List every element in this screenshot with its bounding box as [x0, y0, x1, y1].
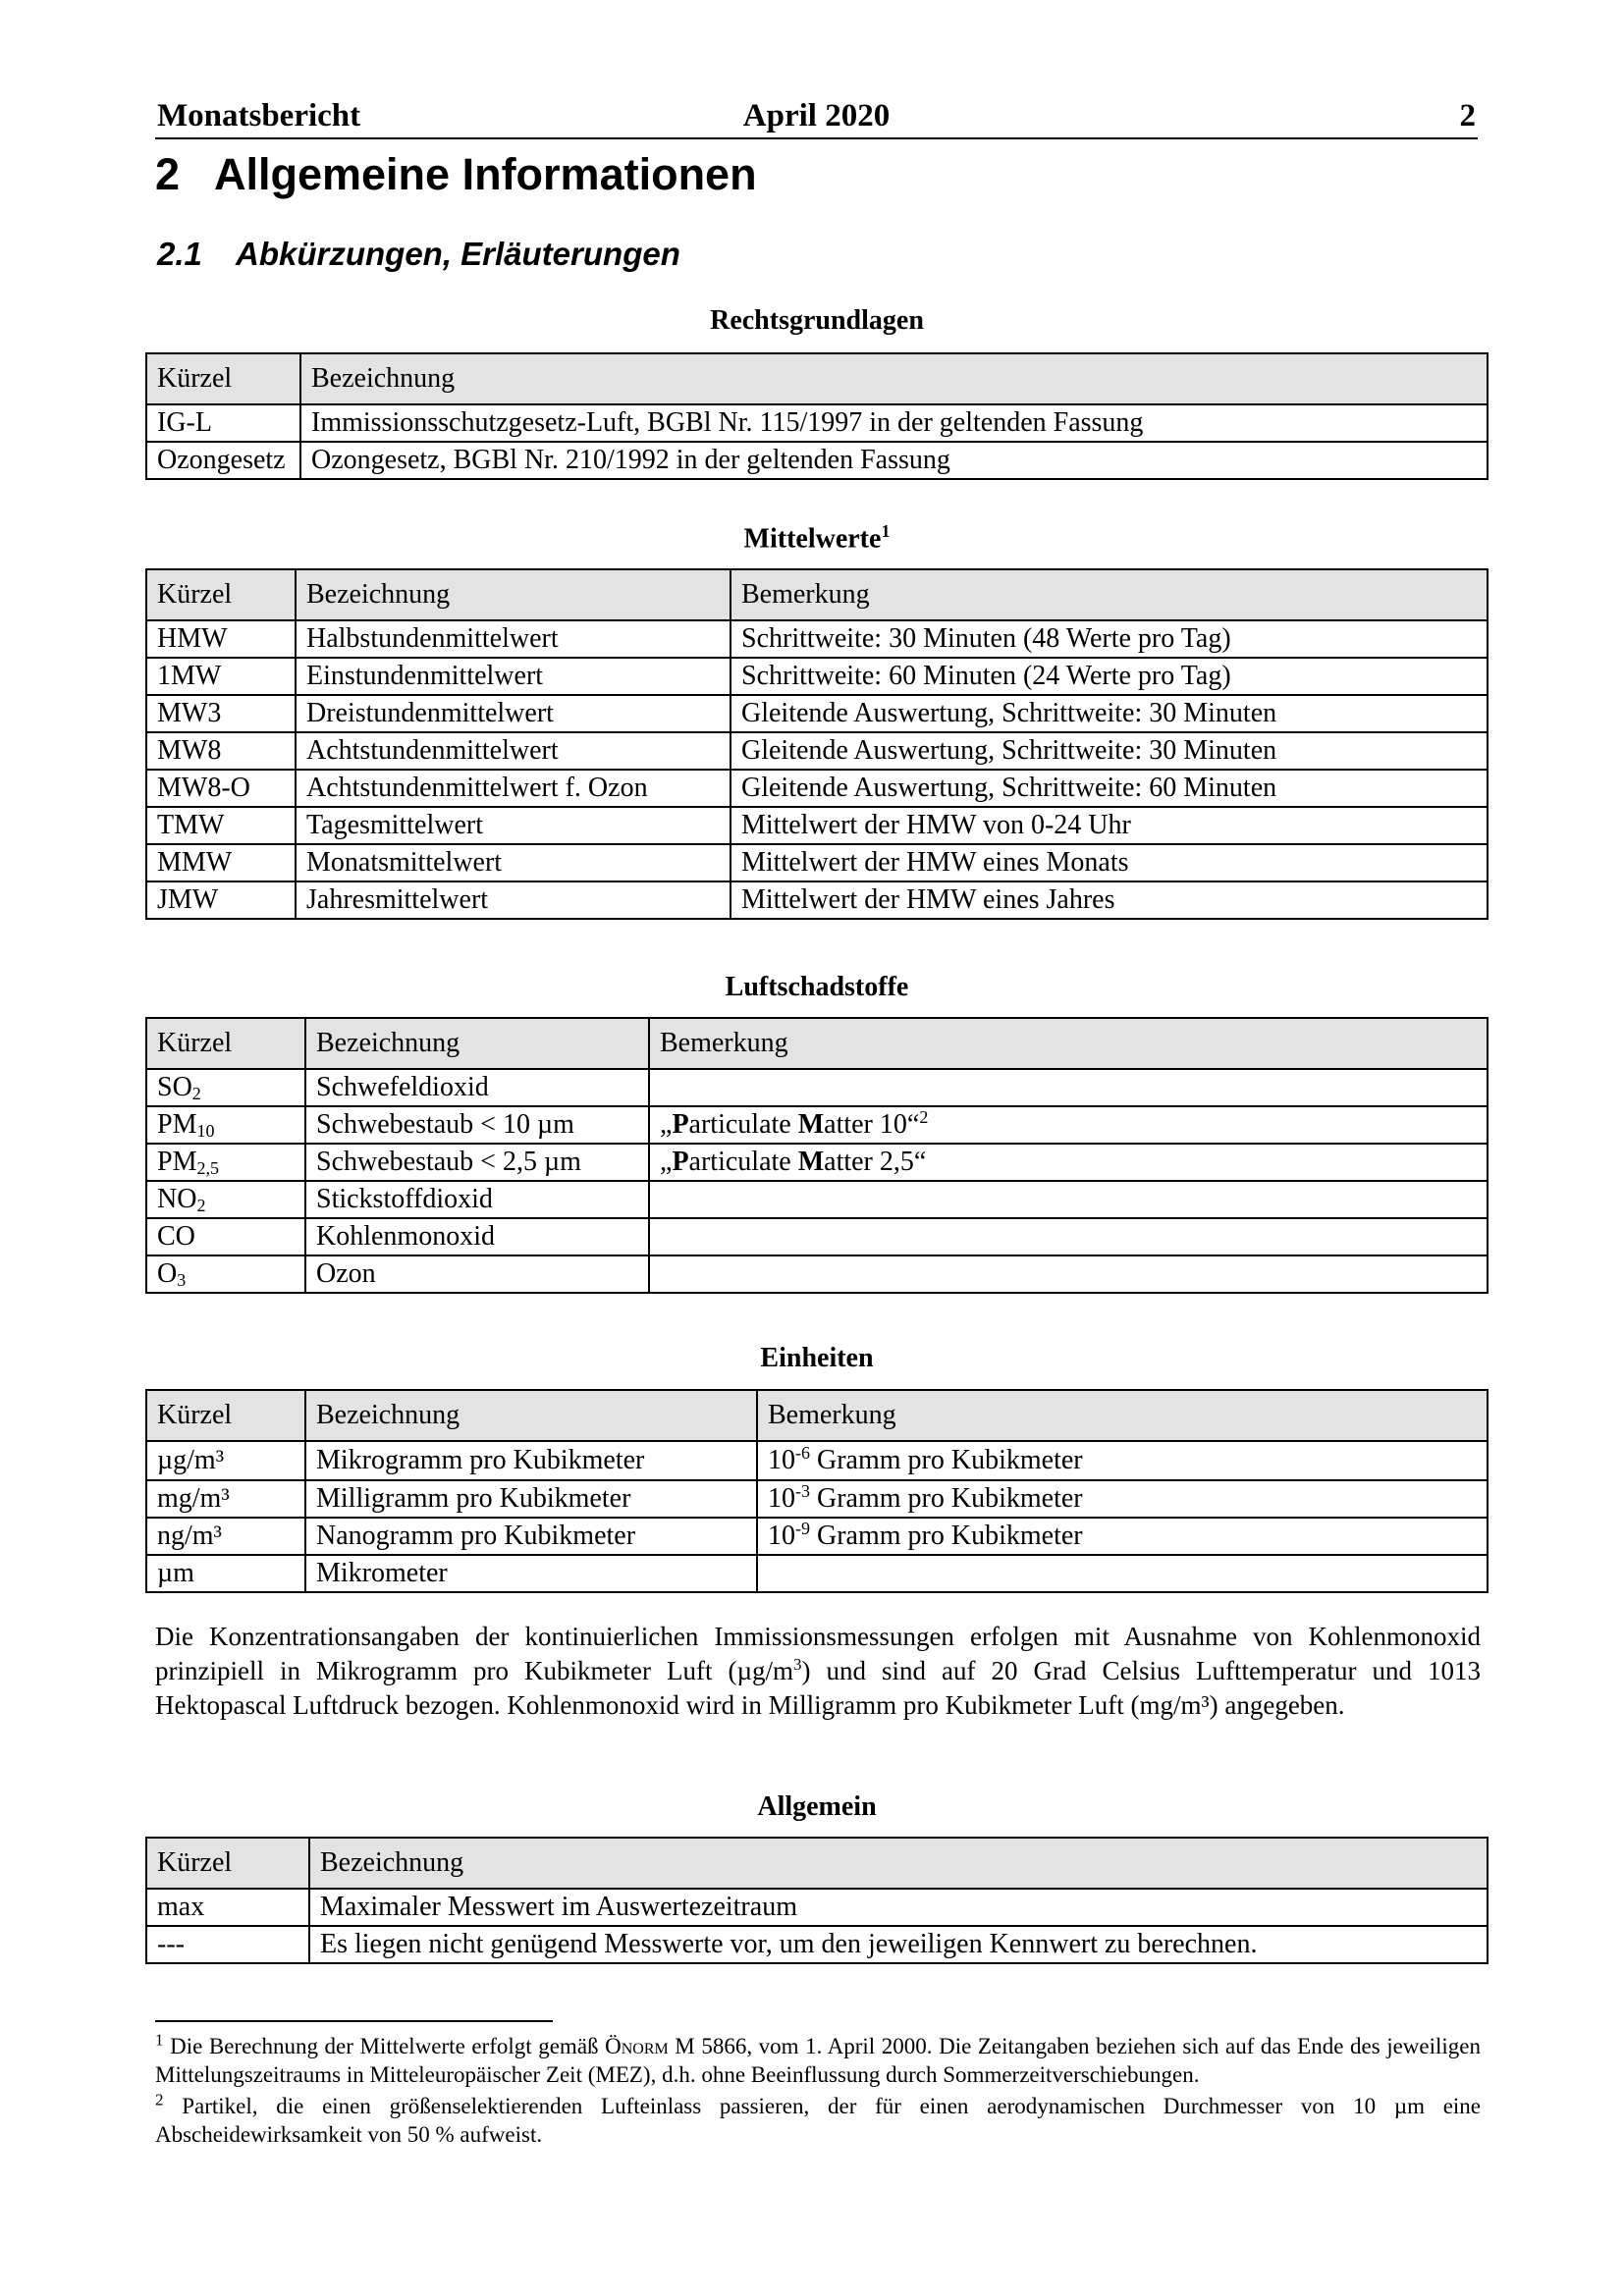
table-row	[146, 881, 1488, 919]
table-cell: mg/m³	[146, 1480, 305, 1518]
section-title: Abkürzungen, Erläuterungen	[236, 236, 680, 272]
unit-text: Gramm pro Kubikmeter	[810, 1521, 1083, 1551]
table-cell: MW8	[146, 732, 296, 770]
table-cell	[649, 1218, 1488, 1255]
pollutant-subscript: 2	[191, 1084, 201, 1103]
chapter-title: Allgemeine Informationen	[214, 149, 757, 199]
table-cell	[757, 1441, 1488, 1480]
table-cell	[146, 1181, 305, 1218]
table-row	[146, 695, 1488, 732]
table-cell: Maximaler Messwert im Auswertezeitraum	[309, 1889, 1488, 1926]
table-row	[146, 732, 1488, 770]
table-row	[146, 658, 1488, 695]
footnote-smallcaps: Önorm	[605, 2034, 669, 2058]
table-cell	[757, 1555, 1488, 1592]
footnote-text: Die Berechnung der Mittelwerte erfolgt gemäß	[170, 2034, 606, 2058]
table-cell: IG-L	[146, 404, 300, 442]
table-cell: MW3	[146, 695, 296, 732]
luftschadstoffe-caption: Luftschadstoffe	[725, 972, 909, 1002]
table-cell: Schwefeldioxid	[305, 1069, 649, 1106]
unit-base: 10	[768, 1521, 795, 1551]
table-cell: Nanogramm pro Kubikmeter	[305, 1518, 757, 1555]
table-cell: MMW	[146, 844, 296, 881]
table-row	[146, 1218, 1488, 1255]
mittelwerte-table	[145, 568, 1489, 920]
unit-text: Gramm pro Kubikmeter	[810, 1445, 1083, 1475]
table-cell: Kohlenmonoxid	[305, 1218, 649, 1255]
column-header: Bezeichnung	[305, 1390, 757, 1441]
table-cell: Gleitende Auswertung, Schrittweite: 30 Minuten	[731, 695, 1488, 732]
unit-text: Gramm pro Kubikmeter	[810, 1483, 1083, 1514]
pollutant-symbol: O	[157, 1258, 178, 1289]
table-row	[146, 1926, 1488, 1963]
table-cell: µm	[146, 1555, 305, 1592]
table-header-row	[146, 569, 1488, 620]
table-cell: Gleitende Auswertung, Schrittweite: 60 Minuten	[731, 770, 1488, 807]
table-cell: Mittelwert der HMW eines Monats	[731, 844, 1488, 881]
table-cell: Mittelwert der HMW eines Jahres	[731, 881, 1488, 919]
table-cell: TMW	[146, 807, 296, 844]
header-month: April 2020	[742, 98, 891, 133]
table-row	[146, 770, 1488, 807]
table-cell: Ozongesetz	[146, 442, 300, 479]
table-cell	[757, 1518, 1488, 1555]
table-cell: Mikrometer	[305, 1555, 757, 1592]
table-row	[146, 620, 1488, 658]
table-row	[146, 1255, 1488, 1293]
luftschadstoffe-table	[145, 1017, 1489, 1294]
mittelwerte-caption-text: Mittelwerte	[743, 523, 882, 555]
table-header-row	[146, 1018, 1488, 1069]
table-cell: Es liegen nicht genügend Messwerte vor, um den jeweiligen Kennwert zu berechnen.	[309, 1926, 1488, 1963]
table-cell: max	[146, 1889, 309, 1926]
unit-base: 10	[768, 1445, 795, 1475]
table-cell	[649, 1181, 1488, 1218]
table-cell	[146, 1255, 305, 1293]
einheiten-table	[145, 1389, 1489, 1593]
paragraph-text: ) und sind auf 20 Grad Celsius Lufttemperatur und 1013 Hektopascal Luftdruck bezogen. Kohlenmonoxid wird in Milligramm pro Kubikmeter Luft (mg/m³) angegeben.	[155, 1656, 1482, 1720]
column-header: Kürzel	[146, 1390, 305, 1441]
table-row	[146, 807, 1488, 844]
pollutant-symbol: PM	[157, 1109, 197, 1140]
column-header: Bemerkung	[649, 1018, 1488, 1069]
paragraph-text: Die Konzentrationsangaben der kontinuierlichen Immissionsmessungen erfolgen mit Ausnahme von Kohlenmonoxid prinzipiell in Mikrogramm pro Kubikmeter Luft (µg/m	[155, 1622, 1481, 1685]
column-header: Bezeichnung	[296, 569, 731, 620]
footnote-text: Partikel, die einen größenselektierenden Lufteinlass passieren, der für einen aerodynamischen Durchmesser von 10 µm eine Abscheidewirksamkeit von 50 % aufweist.	[155, 2094, 1481, 2147]
allgemein-caption: Allgemein	[757, 1791, 877, 1822]
table-row	[146, 404, 1488, 442]
footnote-ref: 2	[919, 1107, 929, 1127]
pollutant-symbol: SO	[157, 1072, 192, 1102]
table-cell	[757, 1480, 1488, 1518]
table-cell	[146, 1106, 305, 1144]
table-row	[146, 1069, 1488, 1106]
table-cell	[146, 1144, 305, 1181]
footnote-text: M 5866, vom 1. April 2000. Die Zeitangaben beziehen sich auf das Ende des jeweiligen Mittelungszeitraums in Mitteleuropäischer Zeit (MEZ), d.h. ohne Beeinflussung durch Sommerzeitverschiebungen.	[155, 2034, 1482, 2087]
column-header: Kürzel	[146, 353, 300, 404]
table-cell: ---	[146, 1926, 309, 1963]
table-row	[146, 1889, 1488, 1926]
table-cell: Stickstoffdioxid	[305, 1181, 649, 1218]
section-number: 2.1	[157, 236, 202, 272]
section-heading	[157, 236, 680, 273]
table-cell	[146, 1069, 305, 1106]
footnote-2	[155, 2092, 1481, 2149]
column-header: Bezeichnung	[309, 1838, 1488, 1889]
table-cell: HMW	[146, 620, 296, 658]
rechtsgrundlagen-caption: Rechtsgrundlagen	[710, 305, 924, 336]
unit-exponent: -3	[795, 1481, 810, 1501]
pollutant-subscript: 3	[177, 1270, 187, 1290]
table-cell: 1MW	[146, 658, 296, 695]
column-header: Bemerkung	[731, 569, 1488, 620]
table-header-row	[146, 1390, 1488, 1441]
footnote-1	[155, 2032, 1481, 2089]
pollutant-symbol: PM	[157, 1147, 197, 1177]
column-header: Kürzel	[146, 569, 296, 620]
table-header-row	[146, 1838, 1488, 1889]
table-cell	[649, 1106, 1488, 1144]
running-header	[155, 98, 1478, 139]
paragraph-superscript: 3	[793, 1655, 802, 1674]
table-cell: Ozongesetz, BGBl Nr. 210/1992 in der geltenden Fassung	[300, 442, 1488, 479]
unit-exponent: -9	[795, 1519, 810, 1538]
column-header: Bezeichnung	[300, 353, 1488, 404]
table-cell: Halbstundenmittelwert	[296, 620, 731, 658]
einheiten-caption: Einheiten	[760, 1343, 874, 1373]
mittelwerte-caption	[145, 521, 1489, 555]
pollutant-note: „Particulate Matter 10“	[660, 1109, 920, 1140]
table-cell	[649, 1069, 1488, 1106]
table-cell: Tagesmittelwert	[296, 807, 731, 844]
column-header: Kürzel	[146, 1838, 309, 1889]
table-row	[146, 442, 1488, 479]
table-cell: Einstundenmittelwert	[296, 658, 731, 695]
table-cell: Monatsmittelwert	[296, 844, 731, 881]
table-row	[146, 1144, 1488, 1181]
header-report-type: Monatsbericht	[157, 98, 361, 133]
table-cell: Milligramm pro Kubikmeter	[305, 1480, 757, 1518]
chapter-number: 2	[155, 149, 181, 199]
table-cell: JMW	[146, 881, 296, 919]
table-row	[146, 1181, 1488, 1218]
header-page-number: 2	[1459, 98, 1476, 133]
table-cell: Achtstundenmittelwert f. Ozon	[296, 770, 731, 807]
table-cell: Achtstundenmittelwert	[296, 732, 731, 770]
table-cell: Schrittweite: 60 Minuten (24 Werte pro Tag)	[731, 658, 1488, 695]
table-cell: Dreistundenmittelwert	[296, 695, 731, 732]
table-cell: Schwebestaub < 10 µm	[305, 1106, 649, 1144]
table-cell: MW8-O	[146, 770, 296, 807]
chapter-heading	[155, 149, 757, 200]
table-row	[146, 1518, 1488, 1555]
table-cell	[649, 1144, 1488, 1181]
concentration-paragraph	[155, 1620, 1481, 1723]
pollutant-subscript: 2,5	[196, 1158, 219, 1178]
table-row	[146, 844, 1488, 881]
table-cell	[146, 1218, 305, 1255]
table-cell: Gleitende Auswertung, Schrittweite: 30 Minuten	[731, 732, 1488, 770]
column-header: Bemerkung	[757, 1390, 1488, 1441]
table-row	[146, 1555, 1488, 1592]
footnote-mark: 1	[155, 2030, 164, 2050]
pollutant-subscript: 10	[196, 1121, 215, 1141]
footnote-ref: 1	[881, 521, 891, 541]
table-cell	[649, 1255, 1488, 1293]
unit-base: 10	[768, 1483, 795, 1514]
table-cell: ng/m³	[146, 1518, 305, 1555]
table-row	[146, 1480, 1488, 1518]
pollutant-subscript: 2	[196, 1196, 206, 1215]
table-cell: Schrittweite: 30 Minuten (48 Werte pro Tag)	[731, 620, 1488, 658]
column-header: Bezeichnung	[305, 1018, 649, 1069]
table-cell: Ozon	[305, 1255, 649, 1293]
column-header: Kürzel	[146, 1018, 305, 1069]
table-cell: Immissionsschutzgesetz-Luft, BGBl Nr. 115/1997 in der geltenden Fassung	[300, 404, 1488, 442]
table-cell: µg/m³	[146, 1441, 305, 1480]
table-cell: Schwebestaub < 2,5 µm	[305, 1144, 649, 1181]
table-cell: Mittelwert der HMW von 0-24 Uhr	[731, 807, 1488, 844]
table-header-row	[146, 353, 1488, 404]
table-cell: Jahresmittelwert	[296, 881, 731, 919]
allgemein-table	[145, 1837, 1489, 1964]
unit-exponent: -6	[795, 1443, 810, 1463]
table-row	[146, 1106, 1488, 1144]
table-cell: Mikrogramm pro Kubikmeter	[305, 1441, 757, 1480]
table-row	[146, 1441, 1488, 1480]
pollutant-symbol: CO	[157, 1221, 195, 1252]
rechtsgrundlagen-table	[145, 352, 1489, 480]
footnote-separator	[155, 2020, 553, 2022]
pollutant-note: „Particulate Matter 2,5“	[660, 1147, 927, 1177]
footnote-mark: 2	[155, 2090, 164, 2109]
pollutant-symbol: NO	[157, 1184, 197, 1214]
